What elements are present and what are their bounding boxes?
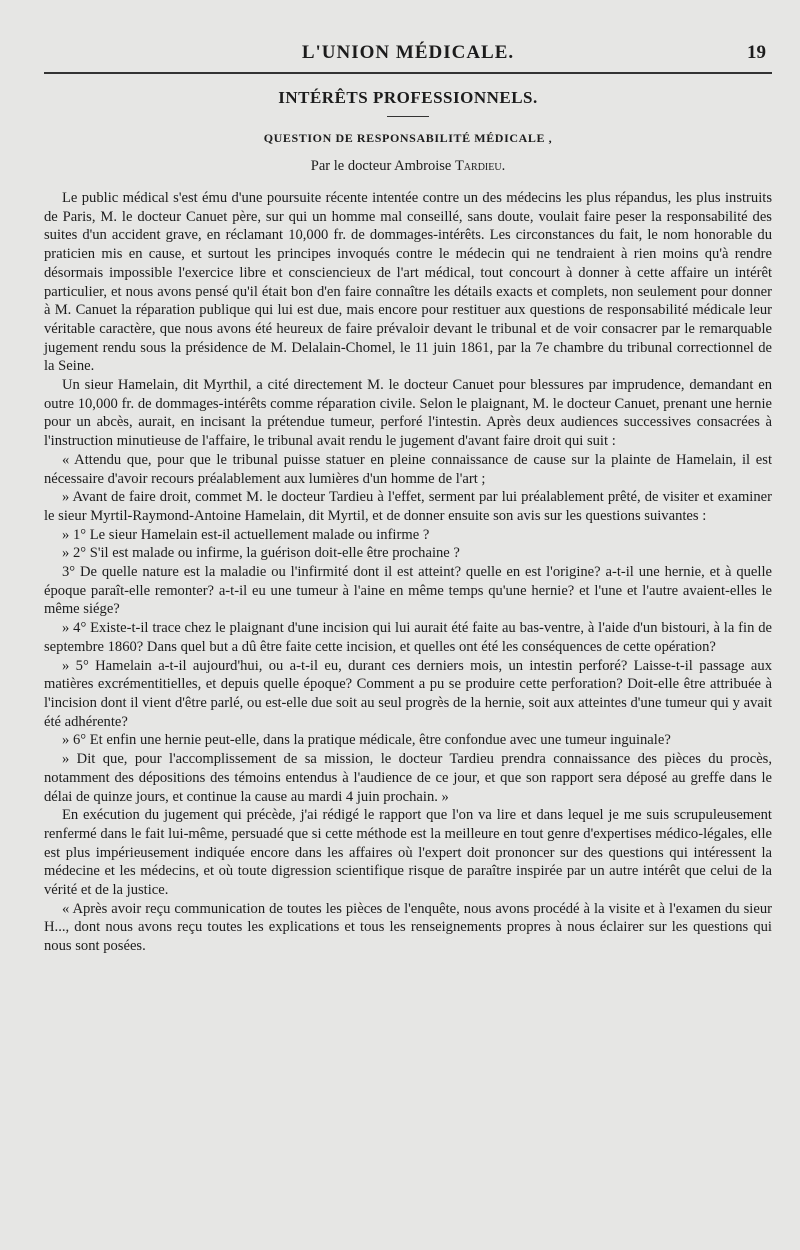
byline-author: Tardieu. [454, 158, 506, 174]
paragraph: » 5° Hamelain a-t-il aujourd'hui, ou a-t-il eu, durant ces derniers mois, un intestin perforé? Laisse-t-il passage aux matières excrémentitielles, et depuis quelle époque? Comment a pu se produire cette perforation? Doit-elle être attribuée à l'incision dont il vient d'être parlé, ou est-elle due soit au seul progrès de la hernie, soit aux atteintes d'une tumeur qui y avait été adhérente? [44, 657, 772, 730]
page-number: 19 [747, 42, 766, 63]
paragraph: Le public médical s'est ému d'une poursuite récente intentée contre un des médecins les plus répandus, les plus instruits de Paris, M. le docteur Canuet père, sur qui un homme mal conseillé, sans doute, voulait faire peser la responsabilité des suites d'un accident grave, en réclamant 10,000 fr. de dommages-intérêts. Les circonstances du fait, le nom honorable du praticien mis en cause, et surtout les principes invoqués contre le médecin qui ne tendraient à rien moins qu'à rendre désormais impossible l'exercice libre et consciencieux de l'art médical, tout concourt à donner à cette affaire un intérêt particulier, et nous avons pensé qu'il était bon d'en faire connaître les détails exacts et complets, non seulement pour donner à M. Canuet la réparation publique qui lui est due, mais encore pour restituer aux questions de responsabilité médicale leur véritable caractère, que nous avons été heureux de faire prévaloir devant le tribunal et de voir consacrer par le remarquable jugement rendu sous la présidence de M. Delalain-Chomel, le 11 juin 1861, par la 7e chambre du tribunal correctionnel de la Seine. [44, 190, 772, 375]
title-divider [387, 116, 429, 117]
paragraph: » Avant de faire droit, commet M. le docteur Tardieu à l'effet, serment par lui préalablement prêté, de visiter et examiner le sieur Myrtil-Raymond-Antoine Hamelain, dit Myrtil, et de donner ensuite son avis sur les questions suivantes : [44, 489, 772, 524]
paragraph: 3° De quelle nature est la maladie ou l'infirmité dont il est atteint? quelle en est l'origine? a-t-il une hernie, et à quelle époque paraît-elle remonter? a-t-il eu une tumeur à l'aine en même temps qu'une hernie? et l'une et l'autre avaient-elles le même siége? [44, 564, 772, 618]
paragraph: » 4° Existe-t-il trace chez le plaignant d'une incision qui lui aurait été faite au bas-ventre, à l'aide d'un bistouri, à la fin de septembre 1860? Dans quel but a dû être faite cette incision, et quelles ont été les conséquences de cette opération? [44, 620, 772, 655]
article-title: QUESTION DE RESPONSABILITÉ MÉDICALE , [263, 131, 553, 145]
byline-prefix: Par le docteur Ambroise [310, 158, 452, 174]
paragraph: En exécution du jugement qui précède, j'ai rédigé le rapport que l'on va lire et dans lequel je me suis scrupuleusement renfermé dans le fait lui-même, persuadé que si cette méthode est la meilleure en tout genre d'expertises médico-légales, elle est plus impérieusement indiquée encore dans les affaires où l'expert doit prononcer sur des questions qui intéressent la médecine et les médecins, et où toute digression scientifique risque de paraître inspirée par un autre intérêt que celui de la vérité et de la justice. [44, 807, 772, 899]
section-title: INTÉRÊTS PROFESSIONNELS. [278, 88, 538, 107]
paragraph: Un sieur Hamelain, dit Myrthil, a cité directement M. le docteur Canuet pour blessures par imprudence, demandant en outre 10,000 fr. de dommages-intérêts comme réparation civile. Selon le plaignant, M. le docteur Canuet, prenant une hernie pour un abcès, aurait, en incisant la prétendue tumeur, perforé l'intestin. Après deux audiences successives consacrées à l'instruction minutieuse de l'affaire, le tribunal avait rendu le jugement d'avant faire droit qui suit : [44, 377, 772, 450]
paragraph: » Dit que, pour l'accomplissement de sa mission, le docteur Tardieu prendra connaissance des pièces du procès, notamment des dépositions des témoins entendus à l'audience de ce jour, et que son rapport sera déposé au greffe dans le délai de quinze jours, et continue la cause au mardi 4 juin prochain. » [44, 751, 772, 805]
running-header [44, 42, 772, 74]
paragraph: « Attendu que, pour que le tribunal puisse statuer en pleine connaissance de cause sur la plainte de Hamelain, il est nécessaire d'avoir recours préalablement aux lumières d'un homme de l'art ; [44, 451, 772, 487]
paragraph: » 6° Et enfin une hernie peut-elle, dans la pratique médicale, être confondue avec une tumeur inguinale? [62, 732, 671, 749]
byline [44, 158, 772, 175]
paragraph: » 1° Le sieur Hamelain est-il actuellement malade ou infirme ? [62, 526, 430, 543]
paragraph: « Après avoir reçu communication de toutes les pièces de l'enquête, nous avons procédé à la visite et à l'examen du sieur H..., dont nous avons reçu toutes les explications et tous les renseignements propres à nous éclairer sur les questions qui nous sont posées. [44, 900, 772, 955]
article-body [44, 189, 772, 956]
running-title: L'UNION MÉDICALE. [301, 42, 515, 63]
paragraph: » 2° S'il est malade ou infirme, la guérison doit-elle être prochaine ? [62, 545, 460, 562]
